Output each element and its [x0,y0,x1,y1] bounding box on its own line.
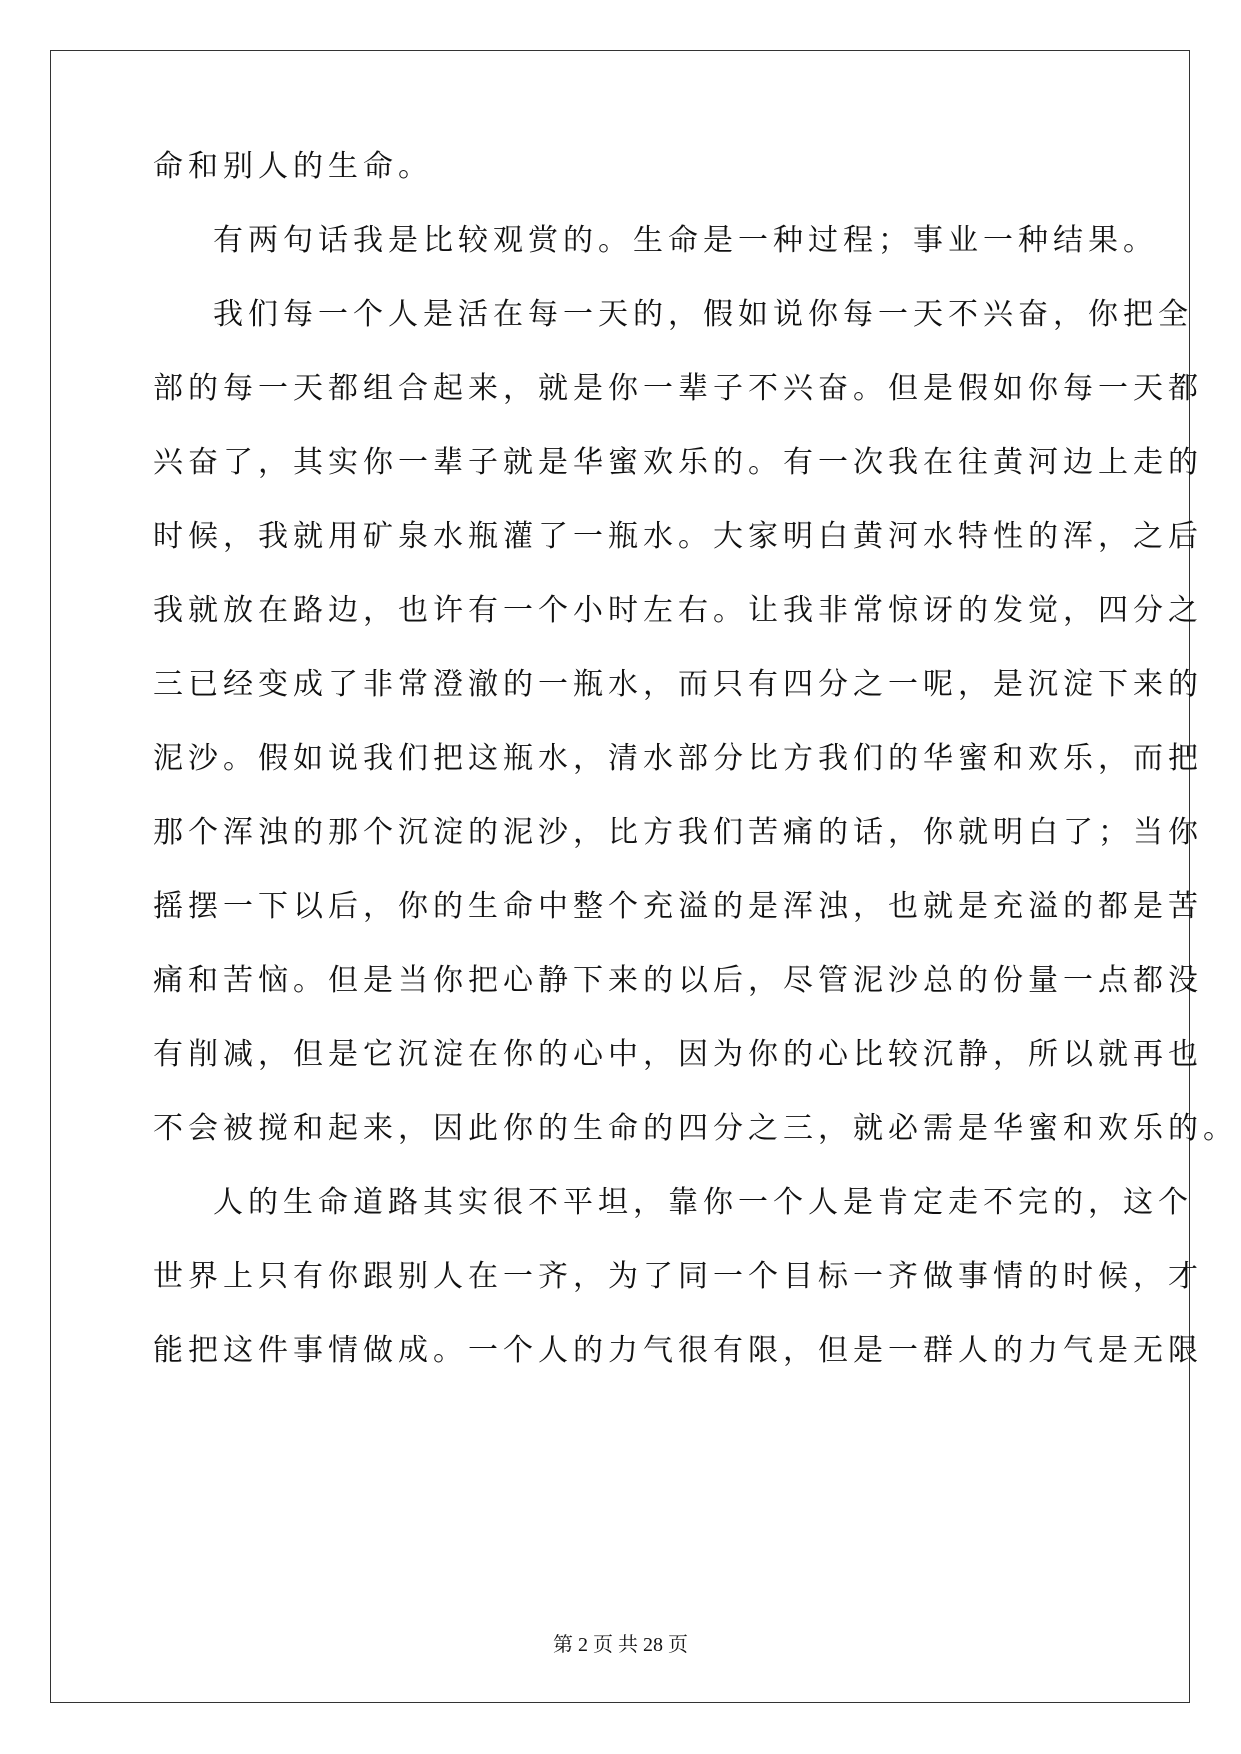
text-line: 那个浑浊的那个沉淀的泥沙，比方我们苦痛的话，你就明白了；当你 [153,815,1203,850]
text-line: 世界上只有你跟别人在一齐，为了同一个目标一齐做事情的时候，才 [153,1259,1203,1294]
text-line: 泥沙。假如说我们把这瓶水，清水部分比方我们的华蜜和欢乐，而把 [153,741,1203,776]
text-line: 我就放在路边，也许有一个小时左右。让我非常惊讶的发觉，四分之 [153,593,1203,628]
text-line: 三已经变成了非常澄澈的一瓶水，而只有四分之一呢，是沉淀下来的 [153,667,1203,702]
text-line: 部的每一天都组合起来，就是你一辈子不兴奋。但是假如你每一天都 [153,371,1203,406]
text-line: 命和别人的生命。 [153,149,433,184]
paragraph-first-line: 有两句话我是比较观赏的。生命是一种过程；事业一种结果。 [213,223,1158,258]
page-number-footer: 第 2 页 共 28 页 [553,1634,688,1656]
text-line: 时候，我就用矿泉水瓶灌了一瓶水。大家明白黄河水特性的浑，之后 [153,519,1203,554]
text-line: 不会被搅和起来，因此你的生命的四分之三，就必需是华蜜和欢乐的。 [153,1111,1238,1146]
text-line: 痛和苦恼。但是当你把心静下来的以后，尽管泥沙总的份量一点都没 [153,963,1203,998]
paragraph-first-line: 我们每一个人是活在每一天的，假如说你每一天不兴奋，你把全 [213,297,1193,332]
text-line: 能把这件事情做成。一个人的力气很有限，但是一群人的力气是无限 [153,1333,1203,1368]
text-line: 有削减，但是它沉淀在你的心中，因为你的心比较沉静，所以就再也 [153,1037,1203,1072]
paragraph-first-line: 人的生命道路其实很不平坦，靠你一个人是肯定走不完的，这个 [213,1185,1193,1220]
text-line: 摇摆一下以后，你的生命中整个充溢的是浑浊，也就是充溢的都是苦 [153,889,1203,924]
text-line: 兴奋了，其实你一辈子就是华蜜欢乐的。有一次我在往黄河边上走的 [153,445,1203,480]
